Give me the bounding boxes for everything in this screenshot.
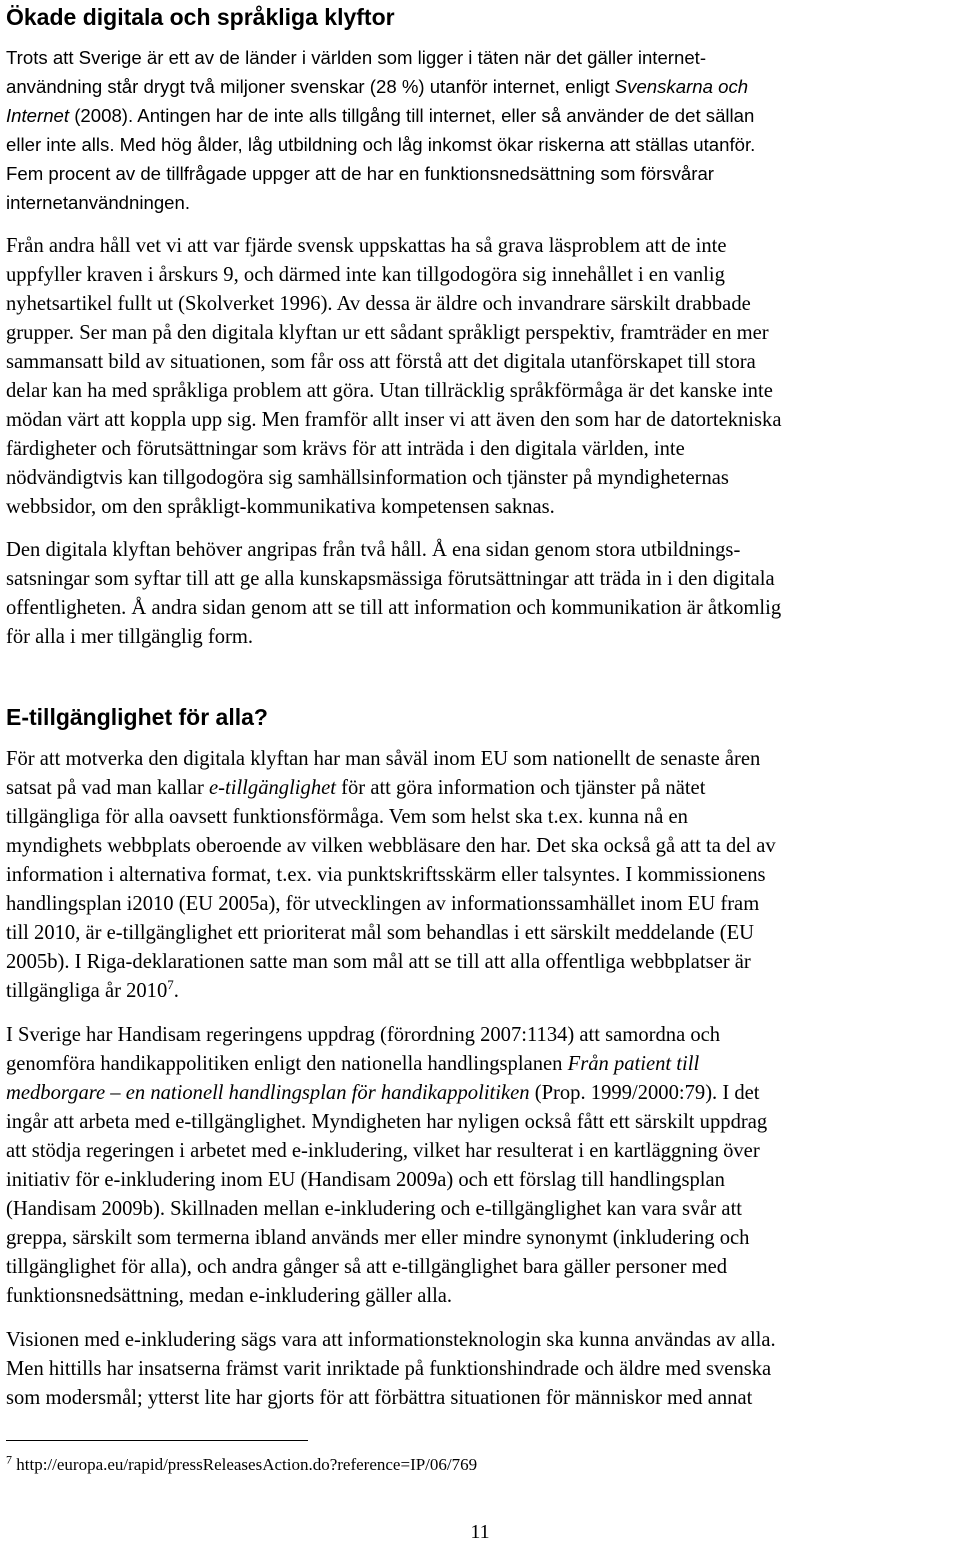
plan-title: Från patient till bbox=[567, 1053, 700, 1075]
text-line bbox=[6, 1050, 699, 1078]
text-line: information i alternativa format, t.ex. via punktskriftsskärm eller talsyntes. I kommissionens bbox=[6, 864, 766, 886]
text-line: sammansatt bild av situationen, som får oss att förstå att det digitala utanförskapet till stora bbox=[6, 351, 756, 373]
text-line: nödvändigtvis kan tillgodogöra sig samhällsinformation och tjänster på myndigheternas bbox=[6, 467, 729, 489]
text-line: I Sverige har Handisam regeringens uppdrag (förordning 2007:1134) att samordna och bbox=[6, 1024, 721, 1046]
text-span: (Prop. 1999/2000:79). I det bbox=[534, 1082, 760, 1104]
text-line: grupper. Ser man på den digitala klyftan ur ett sådant språkligt perspektiv, framträder en mer bbox=[6, 322, 769, 344]
text-span: användning står drygt två miljoner svenskar (28 %) utanför internet, enligt bbox=[6, 76, 610, 97]
text-line: initiativ för e-inkludering inom EU (Handisam 2009a) och ett förslag till handlingsplan bbox=[6, 1169, 725, 1191]
text-line: greppa, särskilt som termerna ibland används mer eller mindre synonymt (inkludering och bbox=[6, 1227, 750, 1249]
text-line: För att motverka den digitala klyftan har man såväl inom EU som nationellt de senaste åren bbox=[6, 748, 761, 770]
report-title: Svenskarna och bbox=[614, 76, 749, 97]
report-title: Internet bbox=[6, 105, 70, 126]
footnote-number: 7 bbox=[6, 1452, 12, 1467]
text-line: ingår att arbeta med e-tillgänglighet. Myndigheten har nyligen också fått ett särskilt uppdrag bbox=[6, 1111, 768, 1133]
text-line: mödan värt att koppla upp sig. Men framför allt inser vi att även den som har de datortekniska bbox=[6, 409, 782, 431]
text-line: Trots att Sverige är ett av de länder i världen som ligger i täten när det gäller internet- bbox=[6, 47, 707, 68]
text-line: 2005b). I Riga-deklarationen satte man som mål att se till att alla offentliga webbplatser är bbox=[6, 951, 751, 973]
footnote bbox=[6, 1454, 477, 1476]
text-line: offentligheten. Å andra sidan genom att se till att information och kommunikation är åtkomlig bbox=[6, 597, 782, 619]
text-span: för att göra information och tjänster på nätet bbox=[341, 777, 706, 799]
text-line: nyhetsartikel fullt ut (Skolverket 1996). Av dessa är äldre och invandrare särskilt drabbade bbox=[6, 293, 751, 315]
text-line: uppfyller kraven i årskurs 9, och därmed inte kan tillgodogöra sig innehållet i en vanlig bbox=[6, 264, 725, 286]
text-span: tillgängliga år 2010 bbox=[6, 980, 168, 1002]
text-line: satsningar som syftar till att ge alla kunskapsmässiga förutsättningar att träda in i den digitala bbox=[6, 568, 775, 590]
text-span: (2008). Antingen har de inte alls tillgång till internet, eller så använder de det sällan bbox=[74, 105, 755, 126]
text-line: Visionen med e-inkludering sägs vara att informationsteknologin ska kunna användas av alla. bbox=[6, 1329, 776, 1351]
page-number: 11 bbox=[470, 1521, 490, 1543]
text-line: handlingsplan i2010 (EU 2005a), för utvecklingen av informationssamhället inom EU fram bbox=[6, 893, 760, 915]
text-line: som modersmål; ytterst lite har gjorts för att förbättra situationen för människor med annat bbox=[6, 1387, 753, 1409]
text-line: tillgänglighet för alla), och andra gånger så att e-tillgänglighet bara gäller personer med bbox=[6, 1256, 728, 1278]
text-line: delar kan ha med språkliga problem att göra. Utan tillräcklig språkförmåga är det kanske inte bbox=[6, 380, 773, 402]
text-line: webbsidor, om den språkligt-kommunikativa kompetensen saknas. bbox=[6, 496, 555, 518]
text-line: färdigheter och förutsättningar som krävs för att inträda i den digitala världen, inte bbox=[6, 438, 685, 460]
text-span: genomföra handikappolitiken enligt den nationella handlingsplanen bbox=[6, 1053, 563, 1075]
footnote-reference: 7 bbox=[167, 977, 174, 993]
text-line: för alla i mer tillgänglig form. bbox=[6, 626, 254, 648]
text-line bbox=[6, 73, 748, 101]
text-line: myndighets webbplats oberoende av vilken webbläsare den har. Det ska också gå att ta del av bbox=[6, 835, 776, 857]
text-span: . bbox=[173, 980, 179, 1002]
text-line: till 2010, är e-tillgänglighet ett prioriterat mål som behandlas i ett särskilt meddelande (EU bbox=[6, 922, 755, 944]
footnote-divider bbox=[6, 1440, 308, 1441]
text-line: eller inte alls. Med hög ålder, låg utbildning och låg inkomst ökar riskerna att ställas utanför. bbox=[6, 134, 756, 155]
text-line: funktionsnedsättning, medan e-inkludering gäller alla. bbox=[6, 1285, 453, 1307]
section-heading-digital-divide: Ökade digitala och språkliga klyftor bbox=[6, 4, 395, 30]
text-line bbox=[6, 774, 705, 802]
text-line bbox=[6, 977, 179, 1005]
text-line: Från andra håll vet vi att var fjärde svensk uppskattas ha så grava läsproblem att de inte bbox=[6, 235, 727, 257]
text-line: Den digitala klyftan behöver angripas från två håll. Å ena sidan genom stora utbildnings- bbox=[6, 539, 741, 561]
term-e-accessibility: e-tillgänglighet bbox=[209, 777, 336, 799]
section-heading-e-accessibility: E-tillgänglighet för alla? bbox=[6, 704, 268, 730]
text-line: att stödja regeringen i arbetet med e-inkludering, vilket har resulterat i en kartläggning över bbox=[6, 1140, 760, 1162]
text-line: internetanvändningen. bbox=[6, 192, 191, 213]
text-line: (Handisam 2009b). Skillnaden mellan e-inkludering och e-tillgänglighet kan vara svår att bbox=[6, 1198, 743, 1220]
text-line bbox=[6, 102, 754, 130]
plan-title: medborgare – en nationell handlingsplan för handikappolitiken bbox=[6, 1082, 530, 1104]
text-line: Fem procent av de tillfrågade uppger att de har en funktionsnedsättning som försvårar bbox=[6, 163, 714, 184]
footnote-url[interactable]: http://europa.eu/rapid/pressReleasesAction.do?reference=IP/06/769 bbox=[16, 1455, 478, 1474]
text-span: satsat på vad man kallar bbox=[6, 777, 204, 799]
text-line: Men hittills har insatserna främst varit inriktade på funktionshindrade och äldre med svenska bbox=[6, 1358, 772, 1380]
text-line: tillgängliga för alla oavsett funktionsförmåga. Vem som helst ska t.ex. kunna nå en bbox=[6, 806, 688, 828]
text-line bbox=[6, 1079, 760, 1107]
